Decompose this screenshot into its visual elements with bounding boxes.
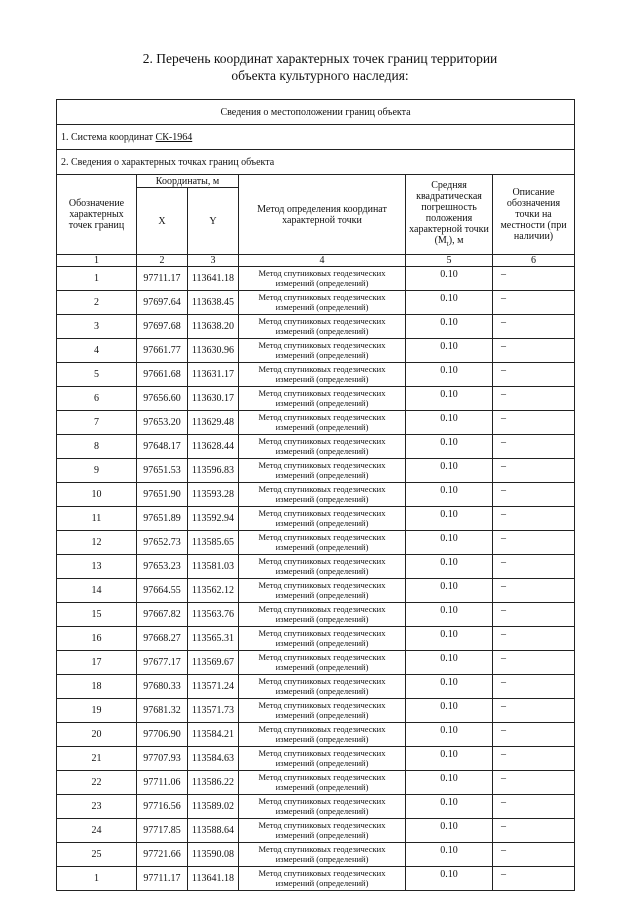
- coord-system-name: СК-1964: [155, 131, 193, 143]
- header-description: Описание обозначения точки на местности (при наличии): [493, 175, 575, 255]
- coord-y: 113571.73: [188, 699, 239, 723]
- method-cell: Метод спутниковых геодезических измерений (определений): [239, 699, 406, 723]
- method-cell: Метод спутниковых геодезических измерений (определений): [239, 675, 406, 699]
- point-number: 3: [57, 315, 137, 339]
- point-number: 7: [57, 411, 137, 435]
- point-number: 10: [57, 483, 137, 507]
- method-cell: Метод спутниковых геодезических измерений (определений): [239, 867, 406, 891]
- accuracy-cell: 0.10: [406, 603, 493, 627]
- description-cell: –: [493, 267, 575, 291]
- table-row: [57, 675, 575, 699]
- point-number: 13: [57, 555, 137, 579]
- table-row: [57, 267, 575, 291]
- table-row: [57, 771, 575, 795]
- description-cell: –: [493, 387, 575, 411]
- description-cell: –: [493, 747, 575, 771]
- table-row: [57, 723, 575, 747]
- coord-y: 113638.45: [188, 291, 239, 315]
- method-cell: Метод спутниковых геодезических измерений (определений): [239, 291, 406, 315]
- table-row: [57, 315, 575, 339]
- accuracy-cell: 0.10: [406, 843, 493, 867]
- coord-x: 97680.33: [137, 675, 188, 699]
- method-cell: Метод спутниковых геодезических измерений (определений): [239, 603, 406, 627]
- coord-system-prefix: 1. Система координат: [61, 131, 156, 143]
- description-cell: –: [493, 819, 575, 843]
- coord-x: 97648.17: [137, 435, 188, 459]
- coord-y: 113581.03: [188, 555, 239, 579]
- coord-x: 97711.17: [137, 867, 188, 891]
- method-cell: Метод спутниковых геодезических измерений (определений): [239, 771, 406, 795]
- point-number: 1: [57, 267, 137, 291]
- coord-x: 97651.53: [137, 459, 188, 483]
- accuracy-cell: 0.10: [406, 339, 493, 363]
- method-cell: Метод спутниковых геодезических измерений (определений): [239, 483, 406, 507]
- accuracy-cell: 0.10: [406, 435, 493, 459]
- description-cell: –: [493, 627, 575, 651]
- point-number: 11: [57, 507, 137, 531]
- column-numbers-row: [57, 255, 575, 267]
- description-cell: –: [493, 363, 575, 387]
- table-row: [57, 819, 575, 843]
- coord-x: 97652.73: [137, 531, 188, 555]
- description-cell: –: [493, 771, 575, 795]
- method-cell: Метод спутниковых геодезических измерений (определений): [239, 723, 406, 747]
- coord-y: 113630.96: [188, 339, 239, 363]
- method-cell: Метод спутниковых геодезических измерений (определений): [239, 627, 406, 651]
- table-row: [57, 291, 575, 315]
- method-cell: Метод спутниковых геодезических измерений (определений): [239, 795, 406, 819]
- coord-x: 97653.20: [137, 411, 188, 435]
- coord-x: 97661.68: [137, 363, 188, 387]
- coord-y: 113628.44: [188, 435, 239, 459]
- accuracy-cell: 0.10: [406, 507, 493, 531]
- point-number: 20: [57, 723, 137, 747]
- coord-x: 97664.55: [137, 579, 188, 603]
- point-number: 21: [57, 747, 137, 771]
- description-cell: –: [493, 651, 575, 675]
- accuracy-cell: 0.10: [406, 795, 493, 819]
- accuracy-cell: 0.10: [406, 771, 493, 795]
- coord-y: 113569.67: [188, 651, 239, 675]
- section-header: Сведения о местоположении границ объекта: [57, 100, 575, 125]
- description-cell: –: [493, 699, 575, 723]
- description-cell: –: [493, 291, 575, 315]
- table-row: [57, 507, 575, 531]
- coord-x: 97651.90: [137, 483, 188, 507]
- accuracy-cell: 0.10: [406, 867, 493, 891]
- coord-y: 113596.83: [188, 459, 239, 483]
- accuracy-cell: 0.10: [406, 531, 493, 555]
- table-row: [57, 387, 575, 411]
- coord-y: 113565.31: [188, 627, 239, 651]
- point-number: 12: [57, 531, 137, 555]
- method-cell: Метод спутниковых геодезических измерений (определений): [239, 411, 406, 435]
- points-section-row: [57, 150, 575, 175]
- coord-y: 113630.17: [188, 387, 239, 411]
- header-x: X: [137, 188, 188, 255]
- column-number-1: 1: [57, 255, 137, 267]
- accuracy-cell: 0.10: [406, 651, 493, 675]
- coord-y: 113562.12: [188, 579, 239, 603]
- coord-y: 113563.76: [188, 603, 239, 627]
- coord-x: 97717.85: [137, 819, 188, 843]
- accuracy-cell: 0.10: [406, 291, 493, 315]
- coord-y: 113584.63: [188, 747, 239, 771]
- method-cell: Метод спутниковых геодезических измерений (определений): [239, 579, 406, 603]
- point-number: 1: [57, 867, 137, 891]
- accuracy-cell: 0.10: [406, 579, 493, 603]
- coord-y: 113590.08: [188, 843, 239, 867]
- method-cell: Метод спутниковых геодезических измерений (определений): [239, 387, 406, 411]
- accuracy-cell: 0.10: [406, 459, 493, 483]
- point-number: 18: [57, 675, 137, 699]
- accuracy-cell: 0.10: [406, 555, 493, 579]
- method-cell: Метод спутниковых геодезических измерений (определений): [239, 555, 406, 579]
- table-row: [57, 531, 575, 555]
- table-row: [57, 363, 575, 387]
- coord-system-row: [57, 125, 575, 150]
- coord-x: 97711.17: [137, 267, 188, 291]
- method-cell: Метод спутниковых геодезических измерений (определений): [239, 267, 406, 291]
- coord-x: 97661.77: [137, 339, 188, 363]
- coord-x: 97681.32: [137, 699, 188, 723]
- method-cell: Метод спутниковых геодезических измерений (определений): [239, 507, 406, 531]
- header-accuracy: Средняя квадратическая погрешность положения характерной точки $(M_t)$, м: [406, 175, 493, 255]
- point-number: 19: [57, 699, 137, 723]
- title-line-2: объекта культурного наследия:: [231, 68, 409, 83]
- accuracy-cell: 0.10: [406, 267, 493, 291]
- table-row: [57, 555, 575, 579]
- description-cell: –: [493, 843, 575, 867]
- accuracy-cell: 0.10: [406, 699, 493, 723]
- table-row: [57, 627, 575, 651]
- description-cell: –: [493, 867, 575, 891]
- coord-x: 97697.68: [137, 315, 188, 339]
- section-header-row: [57, 100, 575, 125]
- description-cell: –: [493, 603, 575, 627]
- points-section-header: 2. Сведения о характерных точках границ объекта: [57, 150, 575, 175]
- title-line-1: 2. Перечень координат характерных точек границ территории: [142, 51, 498, 66]
- method-cell: Метод спутниковых геодезических измерений (определений): [239, 363, 406, 387]
- table-row: [57, 603, 575, 627]
- coord-x: 97707.93: [137, 747, 188, 771]
- method-cell: Метод спутниковых геодезических измерений (определений): [239, 819, 406, 843]
- header-coordinates: Координаты, м: [137, 175, 239, 188]
- table-row: [57, 339, 575, 363]
- description-cell: –: [493, 579, 575, 603]
- point-number: 6: [57, 387, 137, 411]
- table-row: [57, 795, 575, 819]
- accuracy-cell: 0.10: [406, 387, 493, 411]
- accuracy-cell: 0.10: [406, 723, 493, 747]
- header-row-1: [57, 175, 575, 188]
- point-number: 23: [57, 795, 137, 819]
- method-cell: Метод спутниковых геодезических измерений (определений): [239, 315, 406, 339]
- coord-y: 113571.24: [188, 675, 239, 699]
- point-number: 17: [57, 651, 137, 675]
- method-cell: Метод спутниковых геодезических измерений (определений): [239, 435, 406, 459]
- method-cell: Метод спутниковых геодезических измерений (определений): [239, 747, 406, 771]
- description-cell: –: [493, 531, 575, 555]
- coordinates-table: [56, 99, 575, 891]
- point-number: 8: [57, 435, 137, 459]
- table-row: [57, 699, 575, 723]
- description-cell: –: [493, 795, 575, 819]
- accuracy-cell: 0.10: [406, 627, 493, 651]
- coord-y: 113641.18: [188, 267, 239, 291]
- point-number: 2: [57, 291, 137, 315]
- header-designation: Обозначение характерных точек границ: [57, 175, 137, 255]
- coord-x: 97653.23: [137, 555, 188, 579]
- description-cell: –: [493, 675, 575, 699]
- accuracy-cell: 0.10: [406, 819, 493, 843]
- description-cell: –: [493, 723, 575, 747]
- point-number: 14: [57, 579, 137, 603]
- table-row: [57, 435, 575, 459]
- method-cell: Метод спутниковых геодезических измерений (определений): [239, 339, 406, 363]
- accuracy-cell: 0.10: [406, 675, 493, 699]
- coord-x: 97711.06: [137, 771, 188, 795]
- description-cell: –: [493, 411, 575, 435]
- column-number-2: 2: [137, 255, 188, 267]
- coord-x: 97656.60: [137, 387, 188, 411]
- column-number-4: 4: [239, 255, 406, 267]
- coord-x: 97721.66: [137, 843, 188, 867]
- coord-y: 113592.94: [188, 507, 239, 531]
- accuracy-cell: 0.10: [406, 747, 493, 771]
- coord-y: 113586.22: [188, 771, 239, 795]
- point-number: 5: [57, 363, 137, 387]
- header-y: Y: [188, 188, 239, 255]
- point-number: 22: [57, 771, 137, 795]
- coord-x: 97651.89: [137, 507, 188, 531]
- column-number-5: 5: [406, 255, 493, 267]
- column-number-6: 6: [493, 255, 575, 267]
- header-method: Метод определения координат характерной точки: [239, 175, 406, 255]
- point-number: 4: [57, 339, 137, 363]
- coord-y: 113638.20: [188, 315, 239, 339]
- table-row: [57, 651, 575, 675]
- method-cell: Метод спутниковых геодезических измерений (определений): [239, 651, 406, 675]
- coord-y: 113631.17: [188, 363, 239, 387]
- accuracy-cell: 0.10: [406, 483, 493, 507]
- document-title: [0, 50, 640, 84]
- coord-y: 113585.65: [188, 531, 239, 555]
- coord-y: 113588.64: [188, 819, 239, 843]
- table-row: [57, 411, 575, 435]
- coord-y: 113641.18: [188, 867, 239, 891]
- coord-x: 97716.56: [137, 795, 188, 819]
- coord-y: 113629.48: [188, 411, 239, 435]
- method-cell: Метод спутниковых геодезических измерений (определений): [239, 531, 406, 555]
- description-cell: –: [493, 507, 575, 531]
- accuracy-cell: 0.10: [406, 315, 493, 339]
- table-row: [57, 747, 575, 771]
- coord-system-cell: [57, 125, 575, 150]
- accuracy-cell: 0.10: [406, 411, 493, 435]
- coord-x: 97668.27: [137, 627, 188, 651]
- coord-x: 97697.64: [137, 291, 188, 315]
- accuracy-cell: 0.10: [406, 363, 493, 387]
- point-number: 15: [57, 603, 137, 627]
- table-row: [57, 867, 575, 891]
- table-row: [57, 459, 575, 483]
- table-row: [57, 579, 575, 603]
- coord-y: 113584.21: [188, 723, 239, 747]
- point-number: 16: [57, 627, 137, 651]
- point-number: 24: [57, 819, 137, 843]
- description-cell: –: [493, 555, 575, 579]
- description-cell: –: [493, 315, 575, 339]
- table-row: [57, 843, 575, 867]
- description-cell: –: [493, 483, 575, 507]
- method-cell: Метод спутниковых геодезических измерений (определений): [239, 843, 406, 867]
- coord-y: 113589.02: [188, 795, 239, 819]
- coord-x: 97677.17: [137, 651, 188, 675]
- coord-x: 97667.82: [137, 603, 188, 627]
- description-cell: –: [493, 459, 575, 483]
- point-number: 9: [57, 459, 137, 483]
- coord-y: 113593.28: [188, 483, 239, 507]
- description-cell: –: [493, 435, 575, 459]
- method-cell: Метод спутниковых геодезических измерений (определений): [239, 459, 406, 483]
- table-row: [57, 483, 575, 507]
- point-number: 25: [57, 843, 137, 867]
- coord-x: 97706.90: [137, 723, 188, 747]
- description-cell: –: [493, 339, 575, 363]
- column-number-3: 3: [188, 255, 239, 267]
